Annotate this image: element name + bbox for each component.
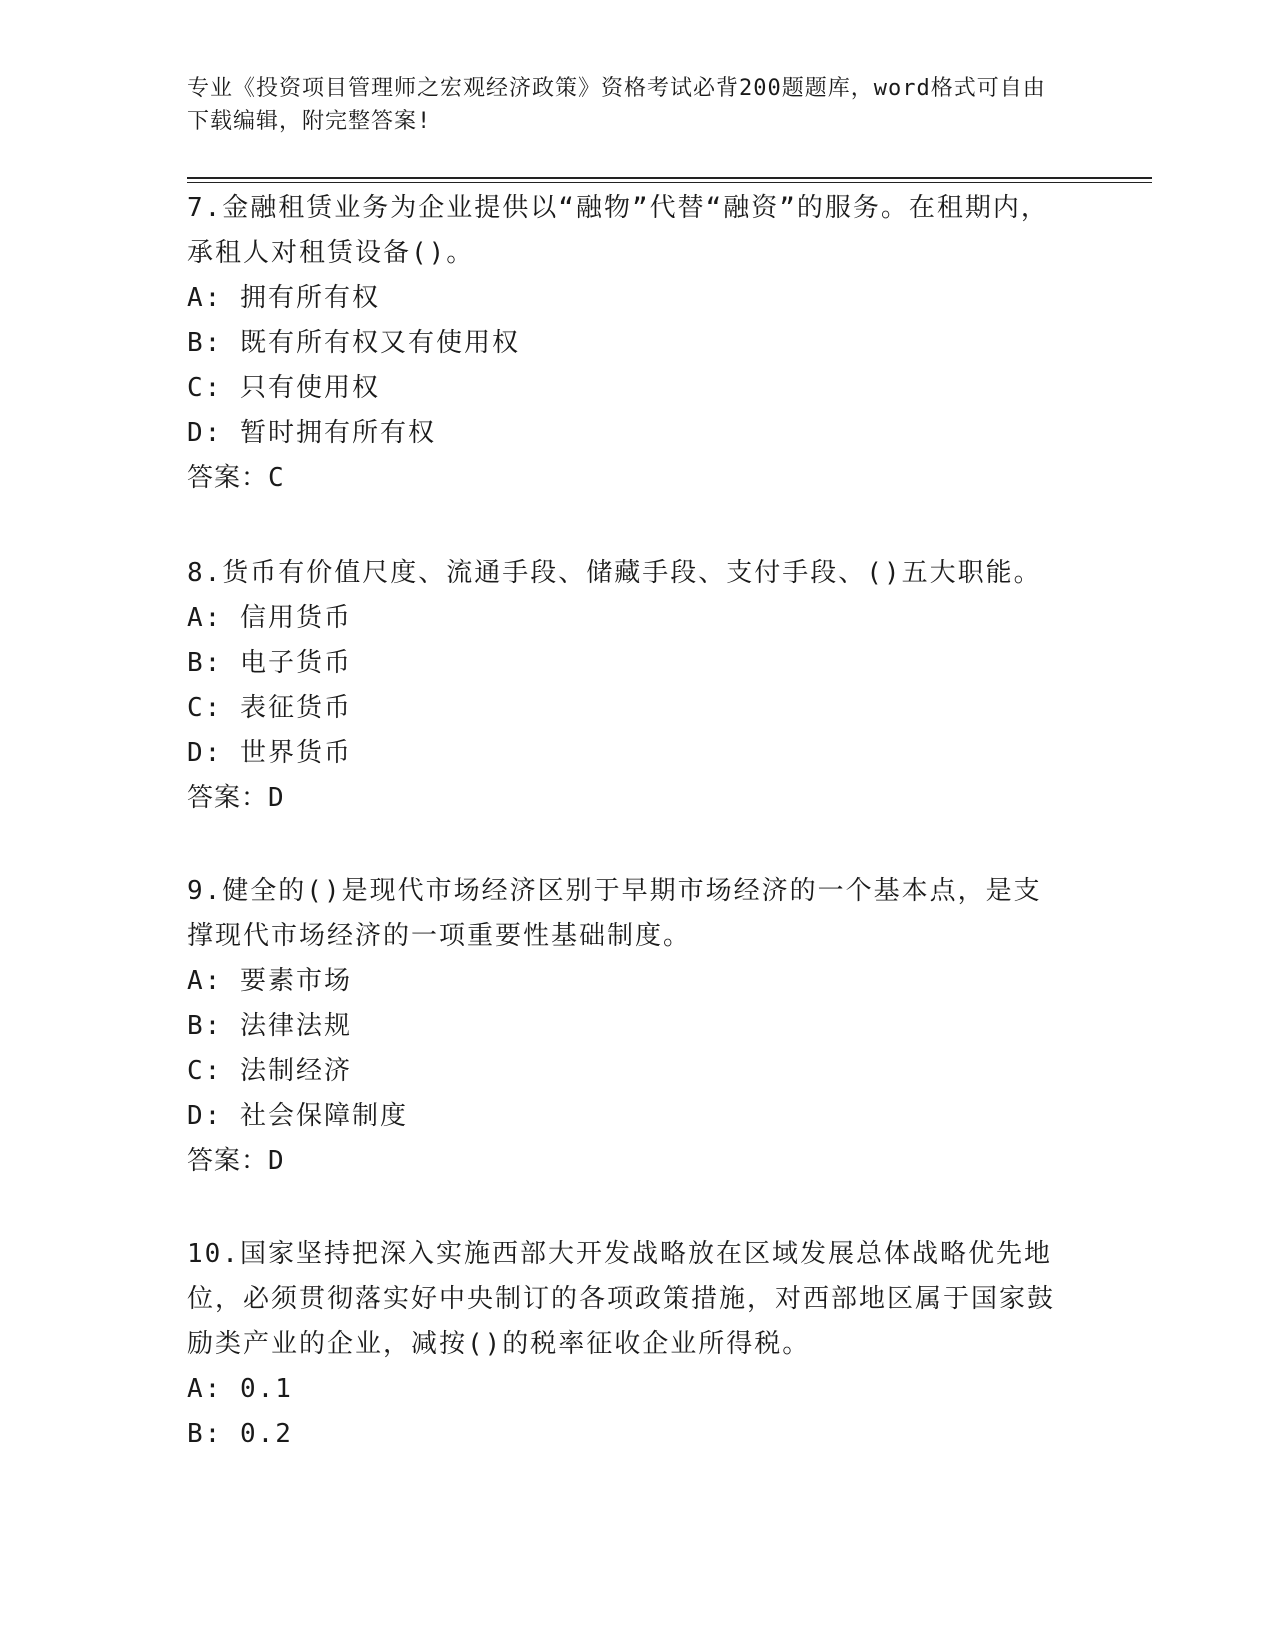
answer-line: 答案：D [187,783,285,813]
question-stem: 9.健全的()是现代市场经济区别于早期市场经济的一个基本点，是支撑现代市场经济的一项重要性基础制度。 [187,876,1042,951]
header-divider-thick [187,177,1152,179]
question-stem: 8.货币有价值尺度、流通手段、储藏手段、支付手段、()五大职能。 [187,558,1042,588]
question-7 [187,186,1067,501]
question-stem: 7.金融租赁业务为企业提供以“融物”代替“融资”的服务。在租期内，承租人对租赁设备()。 [187,193,1049,268]
question-8 [187,551,1067,821]
option-c: C: 只有使用权 [187,373,380,403]
option-c: C: 表征货币 [187,693,352,723]
question-9 [187,869,1067,1184]
option-b: B: 0.2 [187,1419,293,1449]
option-d: D: 社会保障制度 [187,1101,408,1131]
header-divider-thin [187,182,1152,183]
answer-line: 答案：D [187,1146,285,1176]
question-stem: 10.国家坚持把深入实施西部大开发战略放在区域发展总体战略优先地位，必须贯彻落实好中央制订的各项政策措施，对西部地区属于国家鼓励类产业的企业，减按()的税率征收企业所得税。 [187,1239,1056,1359]
option-d: D: 世界货币 [187,738,352,768]
document-header: 专业《投资项目管理师之宏观经济政策》资格考试必背200题题库，word格式可自由下载编辑，附完整答案! [187,76,1046,134]
option-a: A: 信用货币 [187,603,352,633]
option-d: D: 暂时拥有所有权 [187,418,436,448]
option-a: A: 0.1 [187,1374,293,1404]
option-b: B: 法律法规 [187,1011,352,1041]
option-b: B: 电子货币 [187,648,352,678]
option-c: C: 法制经济 [187,1056,352,1086]
answer-line: 答案：C [187,463,285,493]
option-a: A: 拥有所有权 [187,283,380,313]
question-10 [187,1232,1067,1457]
option-b: B: 既有所有权又有使用权 [187,328,520,358]
option-a: A: 要素市场 [187,966,352,996]
